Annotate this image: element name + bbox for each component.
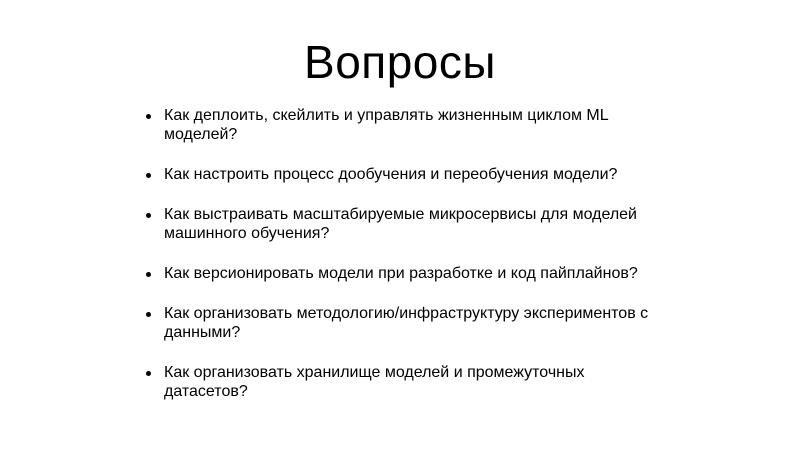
- list-item: Как организовать хранилище моделей и промежуточных датасетов?: [146, 363, 666, 401]
- list-item: Как деплоить, скейлить и управлять жизненным циклом ML моделей?: [146, 106, 666, 144]
- slide-title: Вопросы: [304, 36, 496, 88]
- list-item: Как версионировать модели при разработке и код пайплайнов?: [146, 264, 666, 283]
- list-item: Как настроить процесс дообучения и переобучения модели?: [146, 165, 666, 184]
- questions-list: [146, 106, 666, 422]
- list-item: Как организовать методологию/инфраструктуру экспериментов с данными?: [146, 304, 666, 342]
- list-item: Как выстраивать масштабируемые микросервисы для моделей машинного обучения?: [146, 205, 666, 243]
